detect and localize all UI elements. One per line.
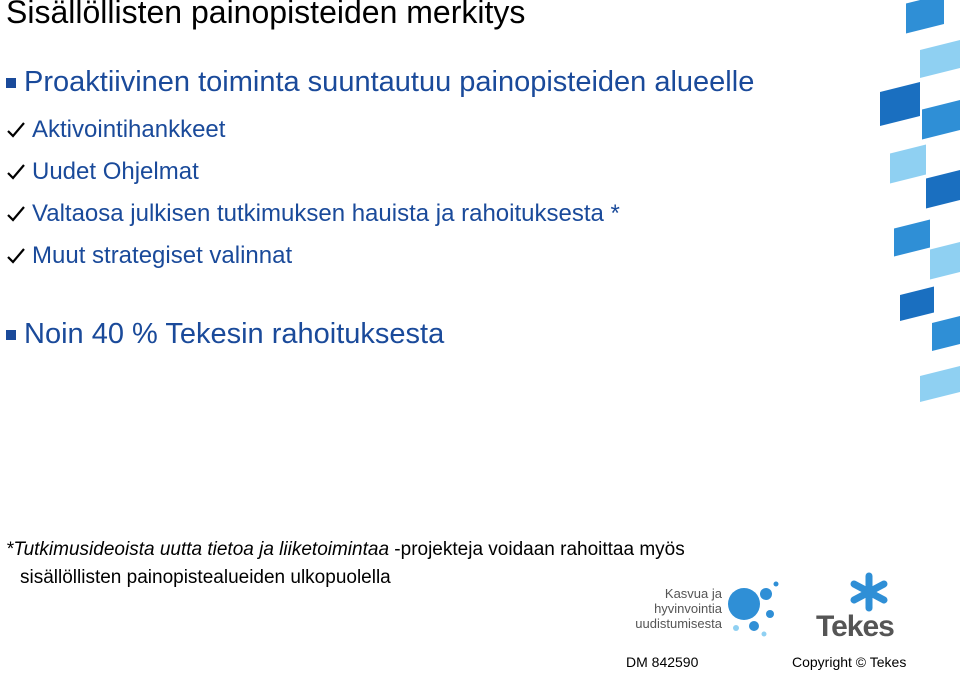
check-item-text: Muut strategiset valinnat xyxy=(32,242,293,269)
footnote xyxy=(6,536,685,592)
kasvua-line3: uudistumisesta xyxy=(635,616,722,631)
check-item-text: Valtaosa julkisen tutkimuksen hauista ja rahoituksesta * xyxy=(32,200,620,227)
check-item xyxy=(6,242,292,270)
kasvua-logo xyxy=(612,586,782,642)
bullet-proactive-text: Proaktiivinen toiminta suuntautuu painopisteiden alueelle xyxy=(24,66,755,98)
tekes-wordmark: Tekes xyxy=(816,610,894,643)
square-bullet-icon xyxy=(6,78,16,88)
square-bullet-icon xyxy=(6,330,16,340)
slide-title: Sisällöllisten painopisteiden merkitys xyxy=(6,0,526,30)
dots-logo-icon xyxy=(724,576,782,640)
footnote-line2: sisällöllisten painopistealueiden ulkopuolella xyxy=(20,567,391,588)
check-item xyxy=(6,200,620,228)
checkmark-icon xyxy=(6,162,26,182)
check-item xyxy=(6,116,225,144)
copyright-text: Copyright © Tekes xyxy=(792,654,907,670)
check-item xyxy=(6,158,199,186)
checkmark-icon xyxy=(6,246,26,266)
kasvua-line2: hyvinvointia xyxy=(654,601,722,616)
kasvua-line1: Kasvua ja xyxy=(664,586,722,601)
check-item-text: Aktivointihankkeet xyxy=(32,116,226,143)
footnote-italic: *Tutkimusideoista uutta tietoa ja liiketoimintaa xyxy=(6,539,390,560)
bullet-funding-share xyxy=(6,318,444,351)
checkmark-icon xyxy=(6,204,26,224)
tekes-logo xyxy=(816,572,926,642)
decorative-blue-shapes-icon xyxy=(880,0,960,460)
document-id: DM 842590 xyxy=(626,654,699,670)
bullet-funding-share-text: Noin 40 % Tekesin rahoituksesta xyxy=(24,318,445,350)
checkmark-icon xyxy=(6,120,26,140)
bullet-proactive xyxy=(6,66,754,99)
check-item-text: Uudet Ohjelmat xyxy=(32,158,199,185)
snowflake-icon xyxy=(846,572,892,612)
footnote-normal: -projekteja voidaan rahoittaa myös xyxy=(389,539,685,560)
